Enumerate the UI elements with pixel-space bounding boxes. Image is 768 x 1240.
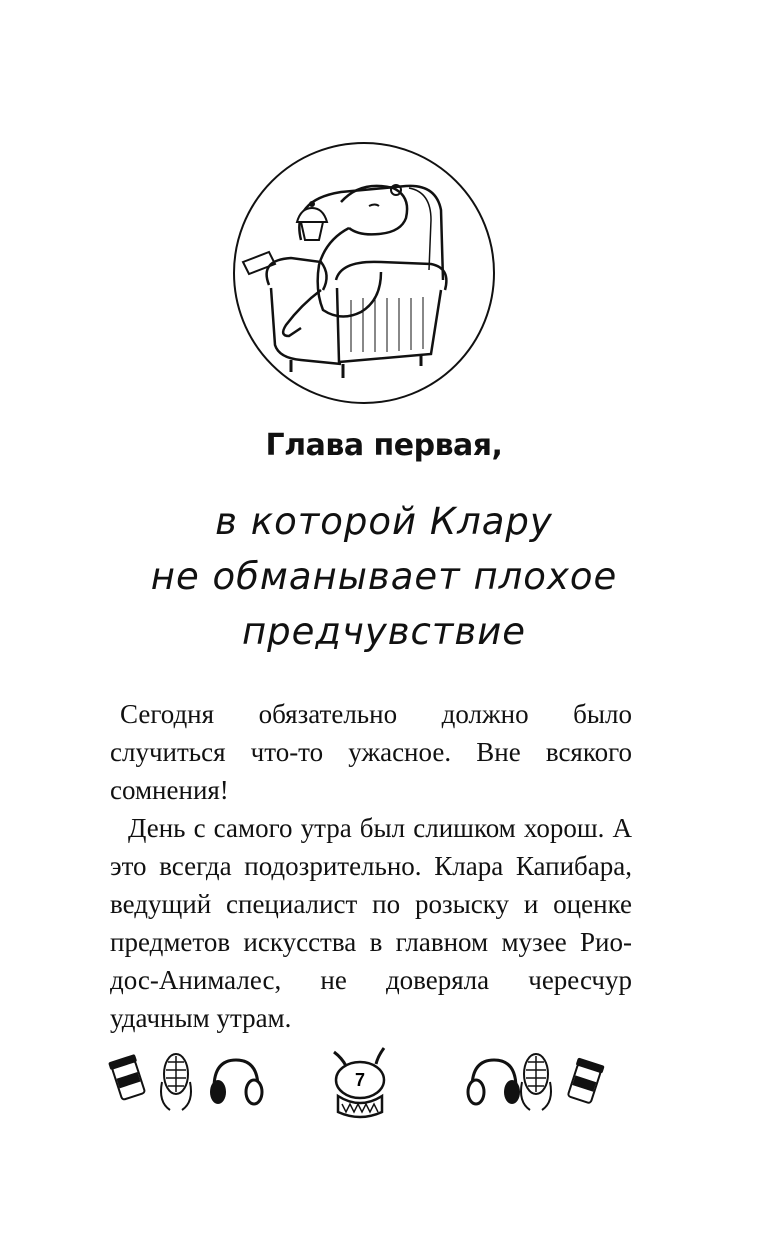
paragraph: Сегодня обязательно должно было случиться что-то ужасное. Вне всякого сомнения! xyxy=(110,699,632,805)
chapter-title xyxy=(0,494,768,659)
coffee-cup-icon xyxy=(566,1057,605,1104)
corn-icon xyxy=(161,1054,191,1110)
capybara-armchair-illustration xyxy=(231,140,497,406)
corn-icon xyxy=(521,1054,551,1110)
paragraph: День с самого утра был слишком хорош. А это всегда подозрительно. Клара Капибара, ведущий специалист по розыску и оценке предметов искусства в главном музее Рио-дос-Анималес, не доверяла чересчур удачным утрам. xyxy=(110,813,632,1033)
footer-ornament xyxy=(0,1040,768,1120)
coffee-cup-icon xyxy=(108,1054,147,1101)
chapter-label: Глава первая, xyxy=(265,428,503,463)
headphones-icon xyxy=(210,1060,262,1104)
chapter-title-line: предчувствие xyxy=(241,610,527,653)
chapter-title-line: не обманывает плохое xyxy=(150,555,618,598)
headphones-icon xyxy=(468,1060,520,1104)
body-text xyxy=(110,695,632,1037)
page-number-badge xyxy=(334,1048,384,1117)
chapter-title-line: в которой Клару xyxy=(215,500,553,543)
page-number: 7 xyxy=(354,1070,366,1090)
